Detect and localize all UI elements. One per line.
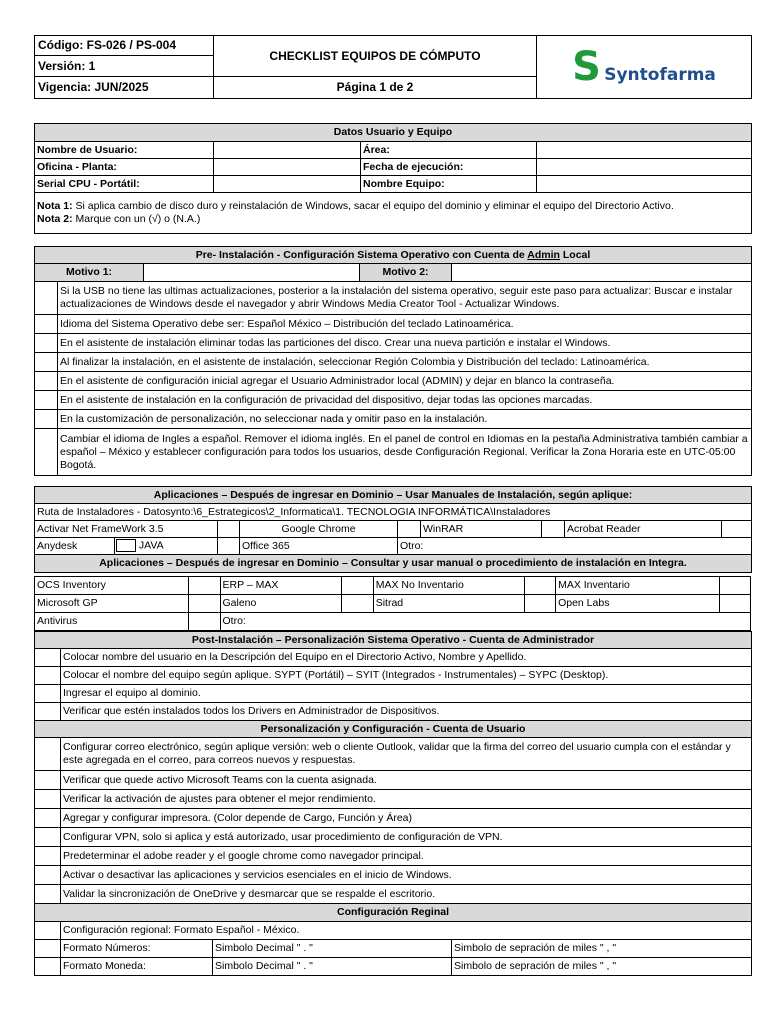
checklist-item: En el asistente de configuración inicial agregar el Usuario Administrador local (ADMIN) y dejar en blanco la contraseña. bbox=[58, 372, 752, 391]
area-label: Área: bbox=[361, 142, 537, 159]
checklist-item: Verificar que estén instalados todos los Drivers en Administrador de Dispositivos. bbox=[61, 703, 752, 721]
checklist-item: Configuración regional: Formato Español - México. bbox=[61, 922, 752, 940]
checkbox[interactable] bbox=[35, 282, 58, 315]
checklist-item: Colocar nombre del usuario en la Descripción del Equipo en el Directorio Activo, Nombre y Apellido. bbox=[61, 649, 752, 667]
app-label: Sitrad bbox=[373, 595, 524, 613]
section-title-regional: Configuración Reginal bbox=[35, 904, 752, 922]
datos-usuario-table bbox=[34, 123, 752, 234]
app-cell bbox=[115, 538, 218, 555]
checkbox[interactable] bbox=[116, 539, 136, 552]
section-title-datos: Datos Usuario y Equipo bbox=[35, 124, 752, 142]
motivo-2-field[interactable] bbox=[452, 264, 752, 282]
company-logo bbox=[537, 36, 752, 99]
checkbox[interactable] bbox=[35, 922, 61, 940]
simbolo-decimal: Simbolo Decimal " . " bbox=[213, 940, 452, 958]
checklist-item: Ingresar el equipo al dominio. bbox=[61, 685, 752, 703]
version: Versión: 1 bbox=[35, 56, 214, 77]
aplicaciones-integra-table bbox=[34, 576, 751, 631]
checkbox[interactable] bbox=[35, 738, 61, 771]
app-label: Anydesk bbox=[35, 538, 115, 555]
logo-text: Syntofarma bbox=[604, 65, 716, 85]
checkbox[interactable] bbox=[35, 958, 61, 976]
checkbox[interactable] bbox=[35, 790, 61, 809]
serial-field[interactable] bbox=[214, 176, 361, 193]
checkbox[interactable] bbox=[719, 577, 750, 595]
motivo-1-field[interactable] bbox=[144, 264, 360, 282]
simbolo-miles: Simbolo de sepración de miles " , " bbox=[452, 940, 752, 958]
section-title-personalizacion: Personalización y Configuración - Cuenta de Usuario bbox=[35, 721, 752, 738]
nota-2: Nota 2: Marque con un (√) o (N.A.) bbox=[37, 213, 201, 225]
app-label: Office 365 bbox=[240, 538, 398, 555]
checkbox[interactable] bbox=[35, 315, 58, 334]
app-label: Antivirus bbox=[35, 613, 189, 631]
checklist-item: Configurar VPN, solo si aplica y está autorizado, usar procedimiento de configuración de VPN. bbox=[61, 828, 752, 847]
simbolo-decimal: Simbolo Decimal " . " bbox=[213, 958, 452, 976]
app-label: JAVA bbox=[138, 539, 164, 552]
checkbox[interactable] bbox=[35, 866, 61, 885]
checkbox[interactable] bbox=[218, 538, 240, 555]
checklist-item: Validar la sincronización de OneDrive y desmarcar que se respalde el escritorio. bbox=[61, 885, 752, 904]
checkbox[interactable] bbox=[35, 353, 58, 372]
checkbox[interactable] bbox=[35, 391, 58, 410]
document-header bbox=[34, 35, 752, 99]
motivo-2-label: Motivo 2: bbox=[360, 264, 452, 282]
section-title-post: Post-Instalación – Personalización Sistema Operativo - Cuenta de Administrador bbox=[35, 632, 752, 649]
checkbox[interactable] bbox=[35, 809, 61, 828]
document-title: CHECKLIST EQUIPOS DE CÓMPUTO bbox=[214, 36, 537, 77]
checklist-item: En la customización de personalización, no seleccionar nada y omitir paso en la instalación. bbox=[58, 410, 752, 429]
oficina-field[interactable] bbox=[214, 159, 361, 176]
checkbox[interactable] bbox=[35, 885, 61, 904]
checkbox[interactable] bbox=[722, 521, 752, 538]
notas bbox=[35, 193, 752, 234]
checkbox[interactable] bbox=[35, 685, 61, 703]
app-label: Microsoft GP bbox=[35, 595, 189, 613]
app-label: WinRAR bbox=[421, 521, 542, 538]
checklist-item: Si la USB no tiene las ultimas actualizaciones, posterior a la instalación del sistema operativo, seguir este paso para actualizar: Buscar e instalar actualizaciones de Windows desde el navegador y abrir Windows Media Creator Tool - Actualizar Windows. bbox=[58, 282, 752, 315]
nombre-usuario-field[interactable] bbox=[214, 142, 361, 159]
app-label: Google Chrome bbox=[240, 521, 398, 538]
checklist-item: Activar o desactivar las aplicaciones y servicios esenciales en el inicio de Windows. bbox=[61, 866, 752, 885]
checkbox[interactable] bbox=[35, 940, 61, 958]
area-field[interactable] bbox=[537, 142, 752, 159]
app-label: OCS Inventory bbox=[35, 577, 189, 595]
app-otro: Otro: bbox=[220, 613, 751, 631]
fecha-label: Fecha de ejecución: bbox=[361, 159, 537, 176]
logo-mark-icon: S bbox=[572, 44, 601, 90]
checkbox[interactable] bbox=[719, 595, 750, 613]
app-otro: Otro: bbox=[398, 538, 752, 555]
serial-label: Serial CPU - Portátil: bbox=[35, 176, 214, 193]
app-label: Acrobat Reader bbox=[565, 521, 722, 538]
checkbox[interactable] bbox=[35, 410, 58, 429]
checkbox[interactable] bbox=[35, 649, 61, 667]
checkbox[interactable] bbox=[189, 595, 220, 613]
checklist-item: En el asistente de instalación en la configuración de privacidad del dispositivo, dejar todas las opciones marcadas. bbox=[58, 391, 752, 410]
motivo-1-label: Motivo 1: bbox=[35, 264, 144, 282]
checkbox[interactable] bbox=[35, 828, 61, 847]
vigencia: Vigencia: JUN/2025 bbox=[35, 77, 214, 99]
app-label: MAX Inventario bbox=[556, 577, 720, 595]
checklist-item: Configurar correo electrónico, según aplique versión: web o cliente Outlook, validar que la firma del correo del usuario cumpla con el estándar y este agregada en el correo, para correos nuevos y respuestas. bbox=[61, 738, 752, 771]
formato-label: Formato Números: bbox=[61, 940, 213, 958]
checkbox[interactable] bbox=[342, 577, 373, 595]
fecha-field[interactable] bbox=[537, 159, 752, 176]
section-title-apps: Aplicaciones – Después de ingresar en Dominio – Usar Manuales de Instalación, según aplique: bbox=[35, 487, 752, 504]
app-label: MAX No Inventario bbox=[373, 577, 524, 595]
checkbox[interactable] bbox=[524, 577, 555, 595]
pre-instalacion-table bbox=[34, 246, 752, 476]
checkbox[interactable] bbox=[35, 771, 61, 790]
nombre-equipo-label: Nombre Equipo: bbox=[361, 176, 537, 193]
checkbox[interactable] bbox=[189, 613, 220, 631]
checkbox[interactable] bbox=[35, 429, 58, 476]
checkbox[interactable] bbox=[35, 703, 61, 721]
checklist-item: Agregar y configurar impresora. (Color depende de Cargo, Función y Área) bbox=[61, 809, 752, 828]
checklist-item: Colocar el nombre del equipo según aplique. SYPT (Portátil) – SYIT (Integrados - Instrumentales) – SYPC (Desktop). bbox=[61, 667, 752, 685]
app-label: Open Labs bbox=[556, 595, 720, 613]
nota-1: Nota 1: Si aplica cambio de disco duro y reinstalación de Windows, sacar el equipo del dominio y eliminar el equipo del Directorio Activo. bbox=[37, 200, 674, 212]
checkbox[interactable] bbox=[35, 667, 61, 685]
checklist-item: Al finalizar la instalación, en el asistente de instalación, seleccionar Región Colombia y Distribución del teclado: Latinoamérica. bbox=[58, 353, 752, 372]
app-label: Galeno bbox=[220, 595, 342, 613]
aplicaciones-table bbox=[34, 486, 752, 573]
app-label: Activar Net FrameWork 3.5 bbox=[35, 521, 218, 538]
formato-label: Formato Moneda: bbox=[61, 958, 213, 976]
codigo: Código: FS-026 / PS-004 bbox=[35, 36, 214, 56]
checkbox[interactable] bbox=[35, 334, 58, 353]
checklist-item: Verificar la activación de ajustes para obtener el mejor rendimiento. bbox=[61, 790, 752, 809]
checkbox[interactable] bbox=[35, 372, 58, 391]
oficina-label: Oficina - Planta: bbox=[35, 159, 214, 176]
checkbox[interactable] bbox=[35, 847, 61, 866]
checkbox[interactable] bbox=[342, 595, 373, 613]
post-instalacion-table bbox=[34, 631, 752, 976]
app-label: ERP – MAX bbox=[220, 577, 342, 595]
checkbox[interactable] bbox=[218, 521, 240, 538]
nombre-usuario-label: Nombre de Usuario: bbox=[35, 142, 214, 159]
checklist-item: Predeterminar el adobe reader y el google chrome como navegador principal. bbox=[61, 847, 752, 866]
simbolo-miles: Simbolo de sepración de miles " , " bbox=[452, 958, 752, 976]
section-title-apps-integra: Aplicaciones – Después de ingresar en Dominio – Consultar y usar manual o procedimiento de instalación en Integra. bbox=[35, 555, 752, 573]
section-title-pre: Pre- Instalación - Configuración Sistema Operativo con Cuenta de Admin Local bbox=[35, 247, 752, 264]
checklist-item: Idioma del Sistema Operativo debe ser: Español México – Distribución del teclado Latinoamérica. bbox=[58, 315, 752, 334]
checklist-item: Verificar que quede activo Microsoft Teams con la cuenta asignada. bbox=[61, 771, 752, 790]
checkbox[interactable] bbox=[524, 595, 555, 613]
checklist-item: En el asistente de instalación eliminar todas las particiones del disco. Crear una nueva partición e instalar el Windows. bbox=[58, 334, 752, 353]
checkbox[interactable] bbox=[542, 521, 565, 538]
checklist-item: Cambiar el idioma de Ingles a español. Remover el idioma inglés. En el panel de control en Idiomas en la pestaña Administrativa también cambiar a español – México y establecer configuración para todos los usuarios, desde Configuración Regional. Verificar la Zona Horaria este en UTC-05:00 Bogotá. bbox=[58, 429, 752, 476]
checkbox[interactable] bbox=[398, 521, 421, 538]
checkbox[interactable] bbox=[189, 577, 220, 595]
ruta-instaladores: Ruta de Instaladores - Datosynto:\6_Estrategicos\2_Informatica\1. TECNOLOGIA INFORMÁTICA\Instaladores bbox=[35, 504, 752, 521]
page-number: Página 1 de 2 bbox=[214, 77, 537, 99]
nombre-equipo-field[interactable] bbox=[537, 176, 752, 193]
